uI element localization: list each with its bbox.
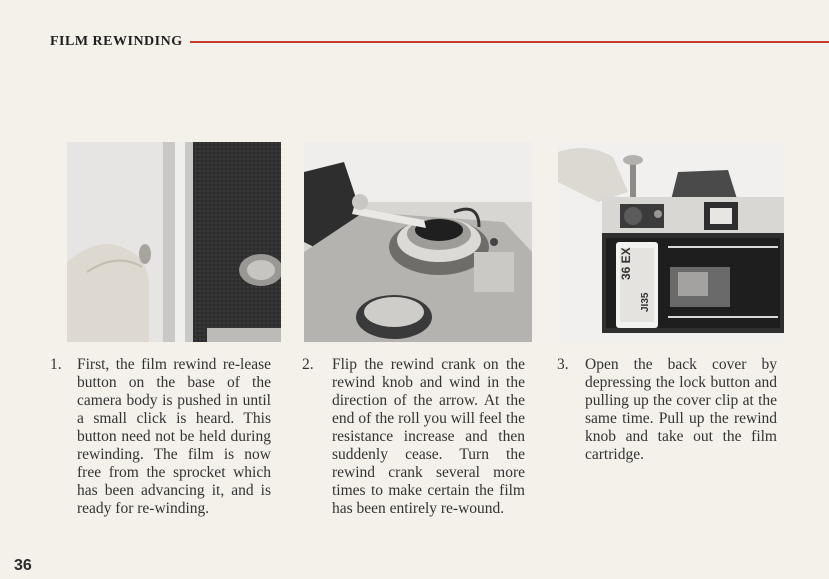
photo-film-cartridge <box>558 142 784 342</box>
cartridge-code: JI35 <box>640 292 651 312</box>
step-text: Flip the rewind crank on the rewind knob and wind in the direction of the arrow. At the end of the roll you will feel the resistance increase and then suddenly cease. Turn the rewind crank several more times to make certain the film has been entirely re-wound. <box>332 356 525 517</box>
step-number: 2. <box>302 356 314 373</box>
photo-rewind-release-button <box>67 142 281 342</box>
step-number: 3. <box>557 356 569 373</box>
photo-rewind-crank <box>304 142 532 342</box>
step-number: 1. <box>50 356 62 373</box>
step-text: Open the back cover by depressing the lock button and pulling up the cover clip at the same time. Pull up the rewind knob and take out the film cartridge. <box>585 356 777 463</box>
page-number: 36 <box>14 557 32 574</box>
step-text: First, the film rewind re-lease button on the base of the camera body is pushed in until a small click is heard. This button need not be held during rewinding. The film is now free from the sprocket which has been advancing it, and is ready for re-winding. <box>77 356 271 517</box>
header-rule <box>190 41 829 43</box>
page-title: FILM REWINDING <box>50 34 183 49</box>
cartridge-label: 36 EX <box>619 247 633 280</box>
page-header <box>50 34 829 54</box>
